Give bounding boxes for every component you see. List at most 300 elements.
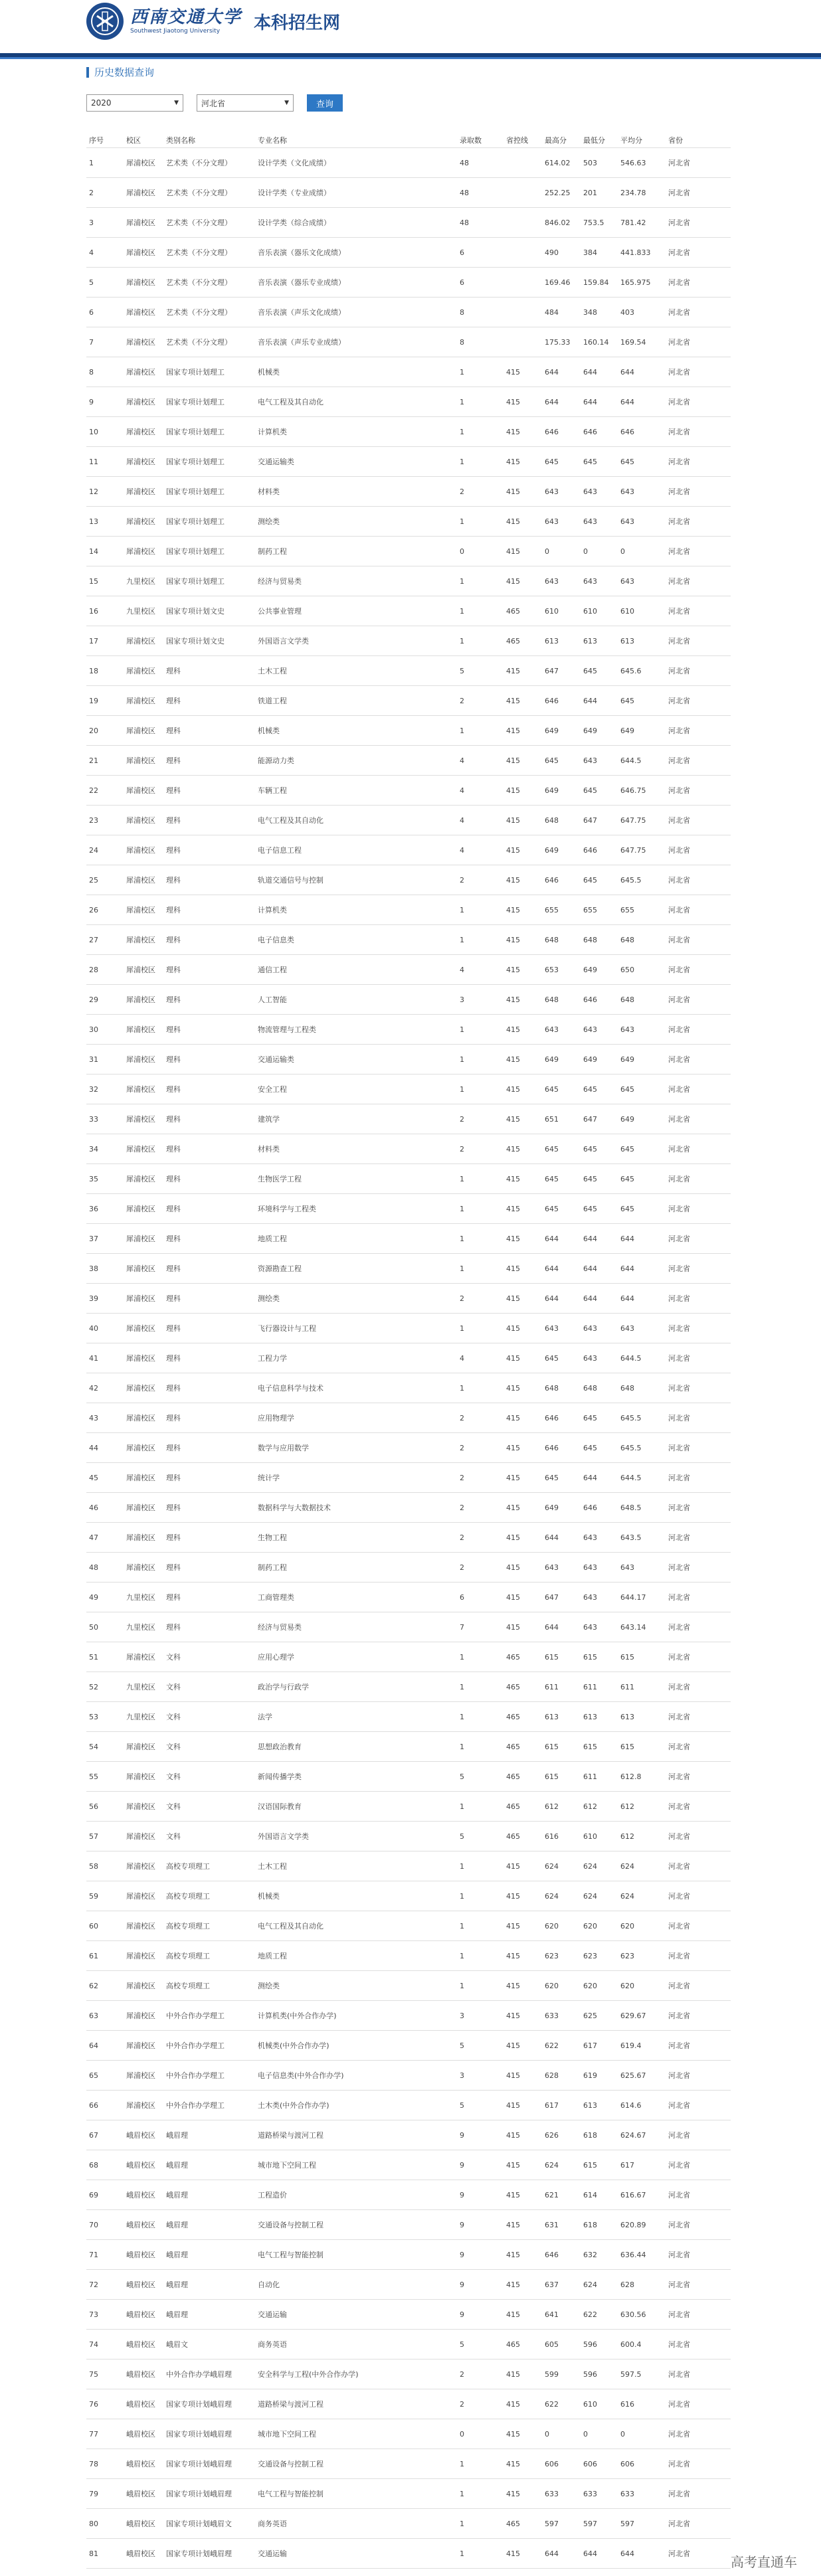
table-cell: 415 (506, 1055, 520, 1064)
table-cell: 犀浦校区 (126, 906, 155, 914)
table-cell: 1 (460, 905, 464, 914)
table-cell: 犀浦校区 (126, 1414, 155, 1422)
table-cell: 50 (89, 1622, 98, 1632)
table-cell: 2 (460, 1503, 464, 1512)
table-cell: 河北省 (668, 786, 690, 795)
table-cell: 648 (545, 1383, 559, 1393)
table-cell: 415 (506, 547, 520, 556)
table-cell: 犀浦校区 (126, 1474, 155, 1482)
table-cell: 3 (89, 218, 94, 227)
table-cell: 2 (460, 1114, 464, 1124)
table-cell: 490 (545, 248, 559, 257)
table-cell: 613 (620, 1712, 634, 1721)
table-cell: 646 (545, 696, 559, 705)
table-cell: 648 (545, 816, 559, 825)
column-header: 类别名称 (166, 136, 195, 145)
table-row (86, 1553, 731, 1583)
province-select[interactable] (197, 94, 294, 112)
table-cell: 河北省 (668, 338, 690, 347)
table-row (86, 2509, 731, 2539)
table-cell: 河北省 (668, 966, 690, 974)
table-cell: 河北省 (668, 1503, 690, 1512)
table-cell: 工程力学 (258, 1354, 287, 1363)
table-cell: 645 (620, 457, 634, 466)
table-cell: 河北省 (668, 547, 690, 556)
table-cell: 1 (460, 1055, 464, 1064)
table-cell: 647.75 (620, 816, 646, 825)
table-cell: 商务英语 (258, 2340, 287, 2349)
table-row (86, 1045, 731, 1074)
query-button[interactable]: 查询 (307, 94, 343, 112)
table-cell: 415 (506, 367, 520, 377)
table-cell: 23 (89, 816, 98, 825)
table-cell: 645 (545, 1174, 559, 1183)
table-cell: 648.5 (620, 1503, 642, 1512)
table-cell: 峨眉校区 (126, 2340, 155, 2349)
table-cell: 75 (89, 2369, 98, 2379)
table-cell: 415 (506, 1921, 520, 1931)
table-cell: 465 (506, 1682, 520, 1691)
table-cell: 2 (460, 487, 464, 496)
table-cell: 河北省 (668, 487, 690, 496)
table-cell: 2 (460, 1563, 464, 1572)
table-cell: 348 (583, 307, 597, 317)
table-cell: 计算机类 (258, 428, 287, 436)
table-cell: 峨眉校区 (126, 2131, 155, 2140)
table-cell: 650 (620, 965, 634, 974)
table-cell: 613 (583, 1712, 597, 1721)
table-cell: 651 (545, 1114, 559, 1124)
table-cell: 10 (89, 427, 98, 436)
table-cell: 0 (583, 2429, 588, 2439)
table-cell: 645 (545, 1084, 559, 1094)
table-cell: 636.44 (620, 2250, 646, 2259)
table-cell: 2 (460, 1144, 464, 1154)
table-cell: 606 (545, 2459, 559, 2468)
table-cell: 艺术类（不分文理） (166, 159, 232, 167)
table-cell: 384 (583, 248, 597, 257)
table-cell: 犀浦校区 (126, 2101, 155, 2110)
table-cell: 能源动力类 (258, 756, 294, 765)
table-cell: 415 (506, 1413, 520, 1422)
table-cell: 犀浦校区 (126, 1324, 155, 1333)
table-cell: 643 (620, 517, 634, 526)
table-row (86, 1074, 731, 1104)
table-cell: 57 (89, 1832, 98, 1841)
table-cell: 645 (620, 1084, 634, 1094)
table-cell: 647 (583, 816, 597, 825)
table-cell: 艺术类（不分文理） (166, 189, 232, 197)
table-cell: 河北省 (668, 1802, 690, 1811)
table-cell: 河北省 (668, 189, 690, 197)
table-cell: 制药工程 (258, 547, 287, 556)
table-cell: 道路桥梁与渡河工程 (258, 2400, 323, 2409)
table-cell: 河北省 (668, 1593, 690, 1602)
table-cell: 犀浦校区 (126, 727, 155, 735)
table-row (86, 1971, 731, 2001)
table-cell: 644 (620, 2549, 634, 2558)
table-cell: 九里校区 (126, 607, 155, 616)
table-cell: 理科 (166, 966, 181, 974)
table-row (86, 2091, 731, 2120)
table-cell: 峨眉校区 (126, 2221, 155, 2229)
table-cell: 5 (460, 666, 464, 675)
table-cell: 艺术类（不分文理） (166, 248, 232, 257)
table-cell: 165.975 (620, 278, 651, 287)
table-cell: 415 (506, 427, 520, 436)
section-marker (86, 67, 89, 78)
table-cell: 415 (506, 1891, 520, 1901)
table-cell: 643 (583, 487, 597, 496)
table-cell: 415 (506, 696, 520, 705)
table-cell: 制药工程 (258, 1563, 287, 1572)
table-cell: 612 (620, 1802, 634, 1811)
table-cell: 九里校区 (126, 1593, 155, 1602)
table-cell: 中外合作办学理工 (166, 2101, 225, 2110)
table-cell: 600.4 (620, 2340, 642, 2349)
table-cell: 648 (620, 1383, 634, 1393)
table-cell: 175.33 (545, 337, 571, 347)
table-cell: 43 (89, 1413, 98, 1422)
table-cell: 河北省 (668, 2041, 690, 2050)
table-cell: 77 (89, 2429, 98, 2439)
table-cell: 犀浦校区 (126, 1175, 155, 1183)
table-cell: 犀浦校区 (126, 517, 155, 526)
table-cell: 34 (89, 1144, 98, 1154)
year-select[interactable] (86, 94, 183, 112)
table-cell: 1 (460, 1264, 464, 1273)
table-cell: 河北省 (668, 2370, 690, 2379)
table-cell: 415 (506, 875, 520, 885)
table-cell: 1 (460, 1025, 464, 1034)
table-cell: 高校专项理工 (166, 1892, 210, 1901)
table-cell: 644 (545, 1622, 559, 1632)
table-row (86, 776, 731, 806)
site-logo[interactable] (86, 3, 340, 40)
table-cell: 机械类 (258, 368, 280, 377)
table-cell: 国家专项计划峨眉理 (166, 2460, 232, 2468)
table-cell: 土木工程 (258, 667, 287, 675)
table-cell: 理科 (166, 667, 181, 675)
table-cell: 415 (506, 1861, 520, 1871)
table-cell: 605 (545, 2340, 559, 2349)
table-cell: 643 (545, 1563, 559, 1572)
table-cell: 峨眉理 (166, 2310, 188, 2319)
table-row (86, 178, 731, 208)
table-cell: 465 (506, 636, 520, 645)
table-cell: 1 (460, 1383, 464, 1393)
table-cell: 633 (620, 2489, 634, 2498)
university-seal-icon (86, 3, 124, 40)
table-row (86, 208, 731, 238)
table-row (86, 1224, 731, 1254)
table-cell: 17 (89, 636, 98, 645)
table-cell: 624 (545, 1891, 559, 1901)
table-cell: 1 (460, 397, 464, 406)
table-cell: 597.5 (620, 2369, 642, 2379)
table-cell: 644 (583, 1294, 597, 1303)
table-cell: 安全科学与工程(中外合作办学) (258, 2370, 359, 2379)
table-cell: 649 (545, 845, 559, 855)
table-cell: 415 (506, 1592, 520, 1602)
table-cell: 643 (545, 1324, 559, 1333)
table-cell: 河北省 (668, 1862, 690, 1871)
table-cell: 2 (460, 1413, 464, 1422)
section-title (86, 65, 154, 79)
table-cell: 613 (583, 2101, 597, 2110)
table-cell: 河北省 (668, 1115, 690, 1124)
table-cell: 铁道工程 (258, 697, 287, 705)
table-cell: 624.67 (620, 2130, 646, 2140)
table-cell: 415 (506, 2280, 520, 2289)
table-cell: 644 (545, 2549, 559, 2558)
table-cell: 1 (460, 1204, 464, 1213)
table-row (86, 955, 731, 985)
table-cell: 音乐表演（声乐文化成绩） (258, 308, 345, 317)
table-cell: 415 (506, 2549, 520, 2558)
table-cell: 614.02 (545, 158, 571, 167)
table-cell: 犀浦校区 (126, 1085, 155, 1094)
table-cell: 河北省 (668, 1653, 690, 1662)
table-cell: 16 (89, 606, 98, 616)
table-cell: 轨道交通信号与控制 (258, 876, 323, 885)
table-cell: 国家专项计划理工 (166, 458, 225, 466)
table-cell: 626 (545, 2130, 559, 2140)
table-cell: 河北省 (668, 2221, 690, 2229)
table-cell: 415 (506, 1383, 520, 1393)
table-cell: 犀浦校区 (126, 458, 155, 466)
chevron-down-icon: ▼ (284, 100, 289, 106)
table-cell: 643 (583, 1533, 597, 1542)
table-cell: 616 (545, 1832, 559, 1841)
table-cell: 河北省 (668, 2251, 690, 2259)
table-cell: 415 (506, 2190, 520, 2199)
table-cell: 1 (460, 2519, 464, 2528)
table-cell: 1 (460, 367, 464, 377)
table-row (86, 596, 731, 626)
table-cell: 645 (583, 1443, 597, 1452)
year-select-value: 2020 (91, 98, 112, 108)
table-cell: 犀浦校区 (126, 278, 155, 287)
table-cell: 理科 (166, 1145, 181, 1154)
table-cell: 26 (89, 905, 98, 914)
history-data-table (86, 133, 731, 2569)
table-cell: 2 (460, 875, 464, 885)
table-cell: 犀浦校区 (126, 338, 155, 347)
table-cell: 643 (583, 1563, 597, 1572)
table-cell: 犀浦校区 (126, 218, 155, 227)
table-cell: 624 (620, 1861, 634, 1871)
table-cell: 犀浦校区 (126, 2071, 155, 2080)
table-cell: 645 (545, 1144, 559, 1154)
table-cell: 中外合作办学峨眉理 (166, 2370, 232, 2379)
table-cell: 1 (460, 1712, 464, 1721)
table-cell: 644 (583, 397, 597, 406)
table-cell: 城市地下空间工程 (258, 2430, 316, 2439)
table-cell: 新闻传播学类 (258, 1772, 302, 1781)
table-cell: 理科 (166, 1235, 181, 1243)
table-cell: 644 (545, 1264, 559, 1273)
table-cell: 环境科学与工程类 (258, 1205, 316, 1213)
table-cell: 47 (89, 1533, 98, 1542)
table-cell: 犀浦校区 (126, 1205, 155, 1213)
table-cell: 645 (583, 457, 597, 466)
table-cell: 643 (620, 1563, 634, 1572)
table-cell: 河北省 (668, 428, 690, 436)
table-cell: 河北省 (668, 1145, 690, 1154)
table-row (86, 1433, 731, 1463)
table-cell: 河北省 (668, 697, 690, 705)
table-row (86, 1015, 731, 1045)
table-row (86, 895, 731, 925)
table-row (86, 2449, 731, 2479)
table-cell: 78 (89, 2459, 98, 2468)
table-cell: 643 (583, 576, 597, 586)
table-cell: 河北省 (668, 1832, 690, 1841)
table-cell: 河北省 (668, 667, 690, 675)
table-cell: 644 (583, 367, 597, 377)
table-row (86, 656, 731, 686)
table-row (86, 1254, 731, 1284)
table-cell: 2 (460, 2399, 464, 2409)
table-cell: 生物工程 (258, 1533, 287, 1542)
table-cell: 1 (460, 726, 464, 735)
table-cell: 645 (620, 1144, 634, 1154)
table-cell: 机械类 (258, 727, 280, 735)
table-cell: 材料类 (258, 487, 280, 496)
table-cell: 615 (583, 2160, 597, 2170)
table-cell: 河北省 (668, 2012, 690, 2020)
table-cell: 415 (506, 786, 520, 795)
table-cell: 犀浦校区 (126, 667, 155, 675)
table-cell: 峨眉校区 (126, 2400, 155, 2409)
table-cell: 理科 (166, 1503, 181, 1512)
table-cell: 交通运输 (258, 2310, 287, 2319)
table-cell: 52 (89, 1682, 98, 1691)
table-cell: 河北省 (668, 2280, 690, 2289)
table-cell: 644 (583, 1473, 597, 1482)
table-cell: 643 (620, 576, 634, 586)
table-cell: 625 (583, 2011, 597, 2020)
table-cell: 中外合作办学理工 (166, 2071, 225, 2080)
table-cell: 618 (583, 2130, 597, 2140)
table-cell: 415 (506, 1503, 520, 1512)
table-cell: 610 (583, 1832, 597, 1841)
table-cell: 643 (583, 1025, 597, 1034)
table-cell: 465 (506, 606, 520, 616)
table-cell: 415 (506, 397, 520, 406)
table-row (86, 2001, 731, 2031)
table-cell: 河北省 (668, 936, 690, 944)
table-cell: 615 (583, 1742, 597, 1751)
table-cell: 6 (460, 278, 464, 287)
table-cell: 643.5 (620, 1533, 642, 1542)
table-cell: 犀浦校区 (126, 1862, 155, 1871)
table-cell: 597 (620, 2519, 634, 2528)
table-cell: 597 (583, 2519, 597, 2528)
table-cell: 河北省 (668, 1683, 690, 1691)
table-cell: 理科 (166, 1533, 181, 1542)
table-row (86, 447, 731, 477)
table-cell: 415 (506, 1234, 520, 1243)
table-cell: 河北省 (668, 1205, 690, 1213)
table-cell: 理科 (166, 1115, 181, 1124)
table-cell: 峨眉理 (166, 2131, 188, 2140)
table-cell: 646 (545, 875, 559, 885)
table-cell: 415 (506, 1114, 520, 1124)
site-header (0, 0, 821, 52)
table-cell: 610 (545, 606, 559, 616)
table-cell: 11 (89, 457, 98, 466)
table-row (86, 2150, 731, 2180)
table-cell: 理科 (166, 697, 181, 705)
table-cell: 484 (545, 307, 559, 317)
table-cell: 643 (583, 1592, 597, 1602)
table-cell: 80 (89, 2519, 98, 2528)
table-cell: 河北省 (668, 727, 690, 735)
table-cell: 613 (583, 636, 597, 645)
table-cell: 1 (89, 158, 94, 167)
table-cell: 河北省 (668, 1384, 690, 1393)
table-cell: 理科 (166, 756, 181, 765)
table-row (86, 686, 731, 716)
table-row (86, 1762, 731, 1792)
table-cell: 610 (583, 606, 597, 616)
table-row (86, 268, 731, 298)
table-cell: 河北省 (668, 1175, 690, 1183)
table-cell: 国家专项计划峨眉文 (166, 2520, 232, 2528)
table-cell: 交通运输 (258, 2549, 287, 2558)
table-cell: 9 (460, 2310, 464, 2319)
table-cell: 工商管理类 (258, 1593, 294, 1602)
table-row (86, 1493, 731, 1523)
table-cell: 616.67 (620, 2190, 646, 2199)
table-cell: 415 (506, 2489, 520, 2498)
table-cell: 620 (620, 1921, 634, 1931)
table-cell: 音乐表演（声乐专业成绩） (258, 338, 345, 347)
table-cell: 犀浦校区 (126, 756, 155, 765)
table-row (86, 1583, 731, 1612)
table-cell: 649 (620, 1114, 634, 1124)
table-cell: 637 (545, 2280, 559, 2289)
table-cell: 781.42 (620, 218, 646, 227)
table-cell: 465 (506, 1772, 520, 1781)
table-cell: 犀浦校区 (126, 786, 155, 795)
table-cell: 电子信息工程 (258, 846, 302, 855)
table-cell: 地质工程 (258, 1952, 287, 1960)
table-row (86, 1881, 731, 1911)
table-cell: 1 (460, 2549, 464, 2558)
table-cell: 理科 (166, 1474, 181, 1482)
table-cell: 9 (460, 2220, 464, 2229)
table-cell: 峨眉校区 (126, 2549, 155, 2558)
table-cell: 犀浦校区 (126, 846, 155, 855)
table-cell: 644.5 (620, 1473, 642, 1482)
table-row (86, 2539, 731, 2569)
table-cell: 79 (89, 2489, 98, 2498)
table-cell: 645 (583, 1144, 597, 1154)
table-cell: 643 (545, 517, 559, 526)
table-cell: 犀浦校区 (126, 995, 155, 1004)
table-cell: 21 (89, 756, 98, 765)
table-cell: 9 (89, 397, 94, 406)
table-cell: 645 (545, 1204, 559, 1213)
table-cell: 624 (620, 1891, 634, 1901)
table-cell: 道路桥梁与渡河工程 (258, 2131, 323, 2140)
table-row (86, 1851, 731, 1881)
table-cell: 文科 (166, 1713, 181, 1721)
table-cell: 643 (583, 1324, 597, 1333)
